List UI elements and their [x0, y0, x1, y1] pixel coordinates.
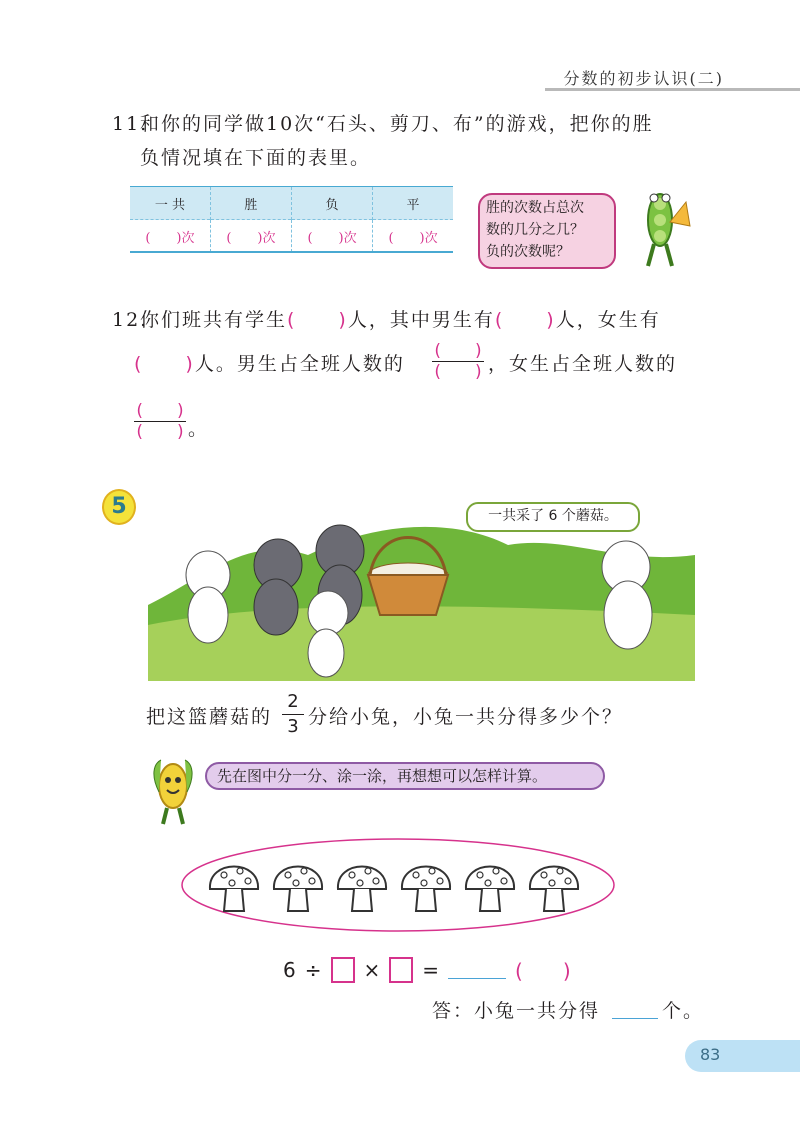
hint-speech-bubble: 先在图中分一分、涂一涂，再想想可以怎样计算。 [205, 762, 605, 790]
table-cell-draw[interactable]: ( )次 [388, 230, 438, 246]
mushroom-icon[interactable] [274, 867, 322, 912]
question-12-text: ，女生占全班人数的 [488, 353, 678, 375]
example-5-question-start: 把这篮蘑菇的 [146, 706, 273, 728]
equals-sign: = [422, 957, 440, 982]
question-11-number: 11. [112, 113, 149, 135]
page-number: 83 [700, 1045, 721, 1064]
boys-count-blank[interactable]: ( ) [494, 309, 556, 331]
mushroom-group-oval[interactable] [178, 835, 618, 935]
table-cell-win[interactable]: ( )次 [210, 220, 291, 253]
fraction-numerator: 2 [287, 691, 299, 712]
divisor-box[interactable] [331, 957, 355, 983]
bubble-line: 负的次数呢？ [486, 244, 570, 260]
fraction-numerator-blank[interactable]: ( ) [136, 401, 184, 421]
result-unit-blank[interactable]: ( ) [515, 959, 571, 983]
corn-character-illustration [143, 756, 203, 828]
question-12-text: 人。男生占全班人数的 [194, 353, 405, 375]
question-11-speech-bubble [478, 193, 616, 269]
question-11-line1: 和你的同学做10次“石头、剪刀、布”的游戏，把你的胜 [140, 113, 654, 135]
table-bottom-rule [130, 251, 453, 253]
header-rule [545, 88, 800, 91]
chapter-title: 分数的初步认识(二) [563, 69, 724, 88]
equation-dividend: 6 [283, 957, 296, 982]
girls-count-blank[interactable]: ( ) [134, 353, 195, 375]
table-header-win: 胜 [210, 187, 291, 220]
question-11-line2: 负情况填在下面的表里。 [140, 147, 372, 169]
answer-blank[interactable] [612, 1018, 658, 1019]
fraction-denominator-blank[interactable]: ( ) [136, 422, 184, 442]
table-cell-total[interactable]: ( )次 [130, 220, 210, 253]
bubble-line: 数的几分之几？ [486, 222, 584, 238]
equation [283, 955, 571, 984]
fraction-numerator-blank[interactable]: ( ) [434, 341, 482, 361]
table-header-draw: 平 [406, 197, 420, 213]
question-12-number: 12. [112, 309, 149, 331]
mushroom-icon[interactable] [530, 867, 578, 912]
multiplier-box[interactable] [389, 957, 413, 983]
question-12-text: 人，其中男生有 [347, 309, 495, 331]
score-table [130, 187, 453, 252]
divide-sign: ÷ [304, 957, 322, 982]
example-number-badge: 5 [102, 489, 136, 525]
table-header-lose: 负 [291, 187, 372, 220]
mushroom-icon[interactable] [402, 867, 450, 912]
answer-line-end: 个。 [662, 1000, 705, 1022]
times-sign: × [363, 957, 381, 982]
pea-character-illustration [630, 182, 698, 272]
example-5-question-end: 分给小兔，小兔一共分得多少个？ [308, 706, 624, 728]
bubble-line: 胜的次数占总次 [486, 200, 584, 216]
girls-fraction-blank[interactable] [134, 401, 186, 442]
question-12-text: 你们班共有学生 [140, 309, 288, 331]
fraction-two-thirds [282, 692, 304, 737]
question-12-text: 人，女生有 [555, 309, 661, 331]
mushroom-layer [210, 867, 578, 912]
table-cell-lose[interactable]: ( )次 [291, 220, 372, 253]
mushroom-icon[interactable] [210, 867, 258, 912]
fraction-denominator: 3 [287, 716, 299, 737]
question-12-text: 。 [188, 418, 210, 440]
mushroom-icon[interactable] [466, 867, 514, 912]
boys-fraction-blank[interactable] [432, 341, 484, 382]
table-header-total: 一 共 [130, 187, 210, 220]
mushroom-icon[interactable] [338, 867, 386, 912]
fraction-bar [282, 714, 304, 715]
fraction-denominator-blank[interactable]: ( ) [434, 362, 482, 382]
result-blank[interactable] [448, 960, 506, 979]
students-total-blank[interactable]: ( ) [287, 309, 348, 331]
answer-line-start: 答：小兔一共分得 [432, 1000, 601, 1022]
rabbit-speech-bubble: 一共采了 6 个蘑菇。 [466, 502, 640, 532]
